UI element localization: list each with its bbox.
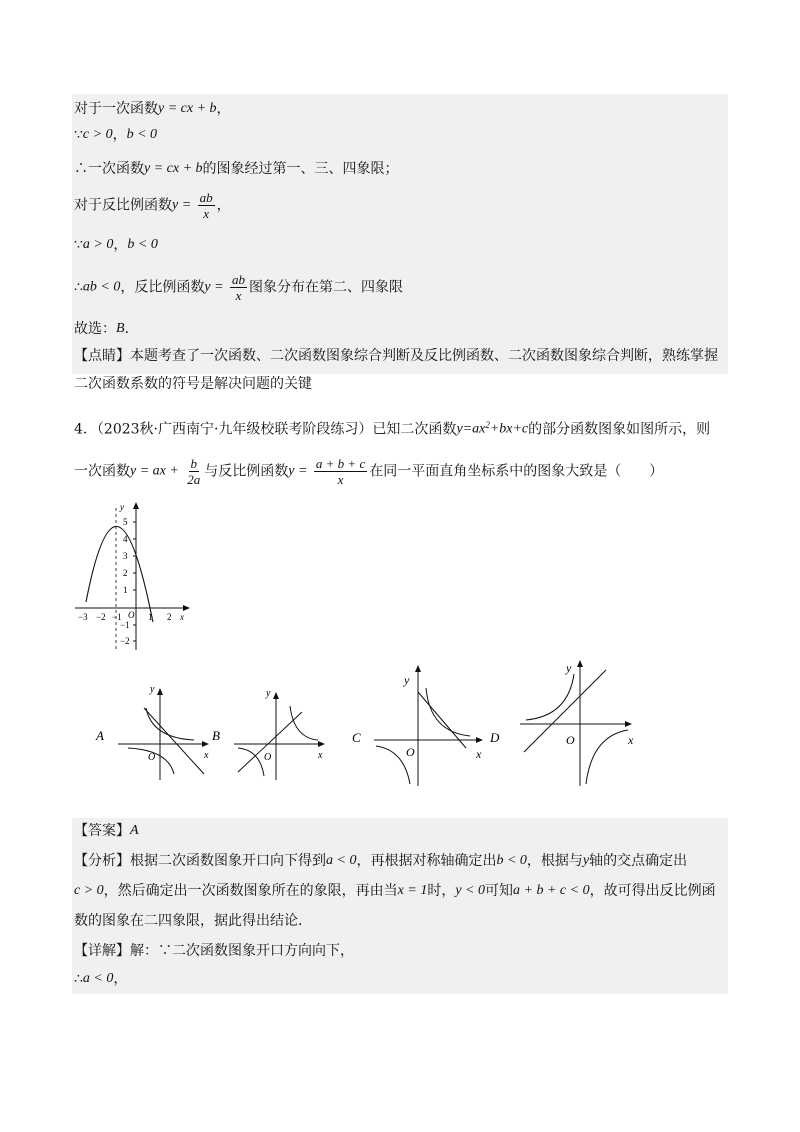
analysis-line: c > 0，然后确定出一次函数图象所在的象限，再由当x = 1时，y < 0可知a + b + c < 0，故可得出反比例函 — [74, 883, 716, 899]
axis-label-x: x — [628, 733, 634, 747]
y-tick-label: 2 — [123, 568, 128, 578]
option-a-graph[interactable] — [94, 682, 214, 782]
text-line: 故选：B. — [74, 321, 130, 337]
y-tick-label: −1 — [120, 620, 130, 630]
option-b-graph[interactable] — [210, 682, 330, 782]
fraction: $\frac{ab}{x}$ — [232, 272, 245, 303]
option-label-d: D — [490, 730, 500, 745]
linear-line — [524, 670, 606, 752]
linear-line — [144, 708, 204, 774]
hyperbola-branch — [586, 730, 628, 784]
axis-label-x: x — [204, 750, 209, 761]
solution-block-top — [72, 94, 728, 374]
detail-line: 【详解】解：∵二次函数图象开口方向向下， — [74, 943, 354, 959]
fraction: $\frac{ab}{x}$ — [199, 190, 213, 221]
fraction: $\frac{b}{2a}$ — [187, 456, 201, 487]
x-tick-label: 2 — [167, 612, 172, 622]
hyperbola-branch — [238, 748, 264, 776]
axis-label-y: y — [566, 661, 572, 675]
fraction: $\frac{a + b + c}{x}$ — [315, 456, 366, 487]
answer-line: 【答案】A — [74, 823, 139, 839]
hyperbola-branch — [426, 688, 470, 736]
analysis-line: 【分析】根据二次函数图象开口向下得到a < 0，再根据对称轴确定出b < 0，根据与y轴的交点确定出 — [74, 853, 688, 869]
origin-label: O — [406, 745, 415, 759]
x-tick-label: −3 — [78, 612, 88, 622]
question-line: 一次函数y = ax + $\frac{b}{2a}$ 与反比例函数y = $\frac{a + b + c}{x}$ 在同一平面直角坐标系中的图象大致是（ ） — [74, 456, 664, 487]
hyperbola-branch — [290, 706, 318, 740]
y-tick-label: 1 — [123, 585, 128, 595]
origin-label: O — [264, 752, 272, 763]
option-c-graph[interactable] — [350, 660, 490, 788]
origin-label: O — [148, 752, 156, 763]
y-tick-label: 3 — [123, 551, 128, 561]
text-line: 二次函数系数的符号是解决问题的关键 — [74, 376, 312, 392]
hyperbola-branch — [146, 708, 194, 740]
text-line: 对于反比例函数y = $\frac{ab}{x}$ ， — [74, 190, 231, 221]
origin-label: O — [128, 610, 135, 620]
x-tick-label: −2 — [96, 612, 106, 622]
text-line: 对于一次函数y = cx + b， — [74, 101, 231, 117]
axis-label-y: y — [404, 673, 410, 687]
axis-label-x: x — [476, 747, 482, 761]
text-line: ∵c > 0，b < 0 — [74, 127, 158, 143]
detail-line: ∴a < 0， — [74, 971, 128, 987]
text-line: ∵a > 0，b < 0 — [74, 237, 158, 253]
parabola-graph — [70, 498, 200, 656]
y-tick-label: 4 — [123, 534, 128, 544]
hyperbola-branch — [376, 746, 410, 784]
axis-label-y: y — [266, 688, 271, 699]
question-line: 4．（2023秋·广西南宁·九年级校联考阶段练习）已知二次函数$y=ax^2+bx+c$的部分函数图象如图所示，则 — [74, 420, 711, 438]
text-line: 【点睛】本题考查了一次函数、二次函数图象综合判断及反比例函数、二次函数图象综合判断，熟练掌握 — [74, 348, 718, 364]
hyperbola-branch — [526, 674, 574, 720]
text-line: ∴一次函数y = cx + b的图象经过第一、三、四象限； — [74, 161, 399, 177]
option-label-b: B — [212, 728, 220, 743]
linear-line — [238, 712, 302, 772]
solution-block-bottom — [72, 818, 728, 994]
axis-label-y: y — [150, 684, 155, 695]
option-label-a: A — [96, 728, 104, 743]
y-tick-label: 5 — [123, 517, 128, 527]
y-tick-label: −2 — [120, 636, 130, 646]
axis-label-x: x — [318, 750, 323, 761]
axis-label-y: y — [120, 502, 124, 512]
analysis-line: 数的图象在二四象限，据此得出结论． — [74, 913, 312, 929]
option-d-graph[interactable] — [488, 652, 648, 788]
origin-label: O — [566, 733, 575, 747]
axis-label-x: x — [180, 612, 184, 622]
x-tick-label: 1 — [148, 612, 153, 622]
x-tick-label: −1 — [112, 612, 122, 622]
option-label-c: C — [352, 730, 361, 745]
text-line: ∴ab < 0，反比例函数y = $\frac{ab}{x}$ 图象分布在第二、四象限 — [74, 272, 403, 303]
